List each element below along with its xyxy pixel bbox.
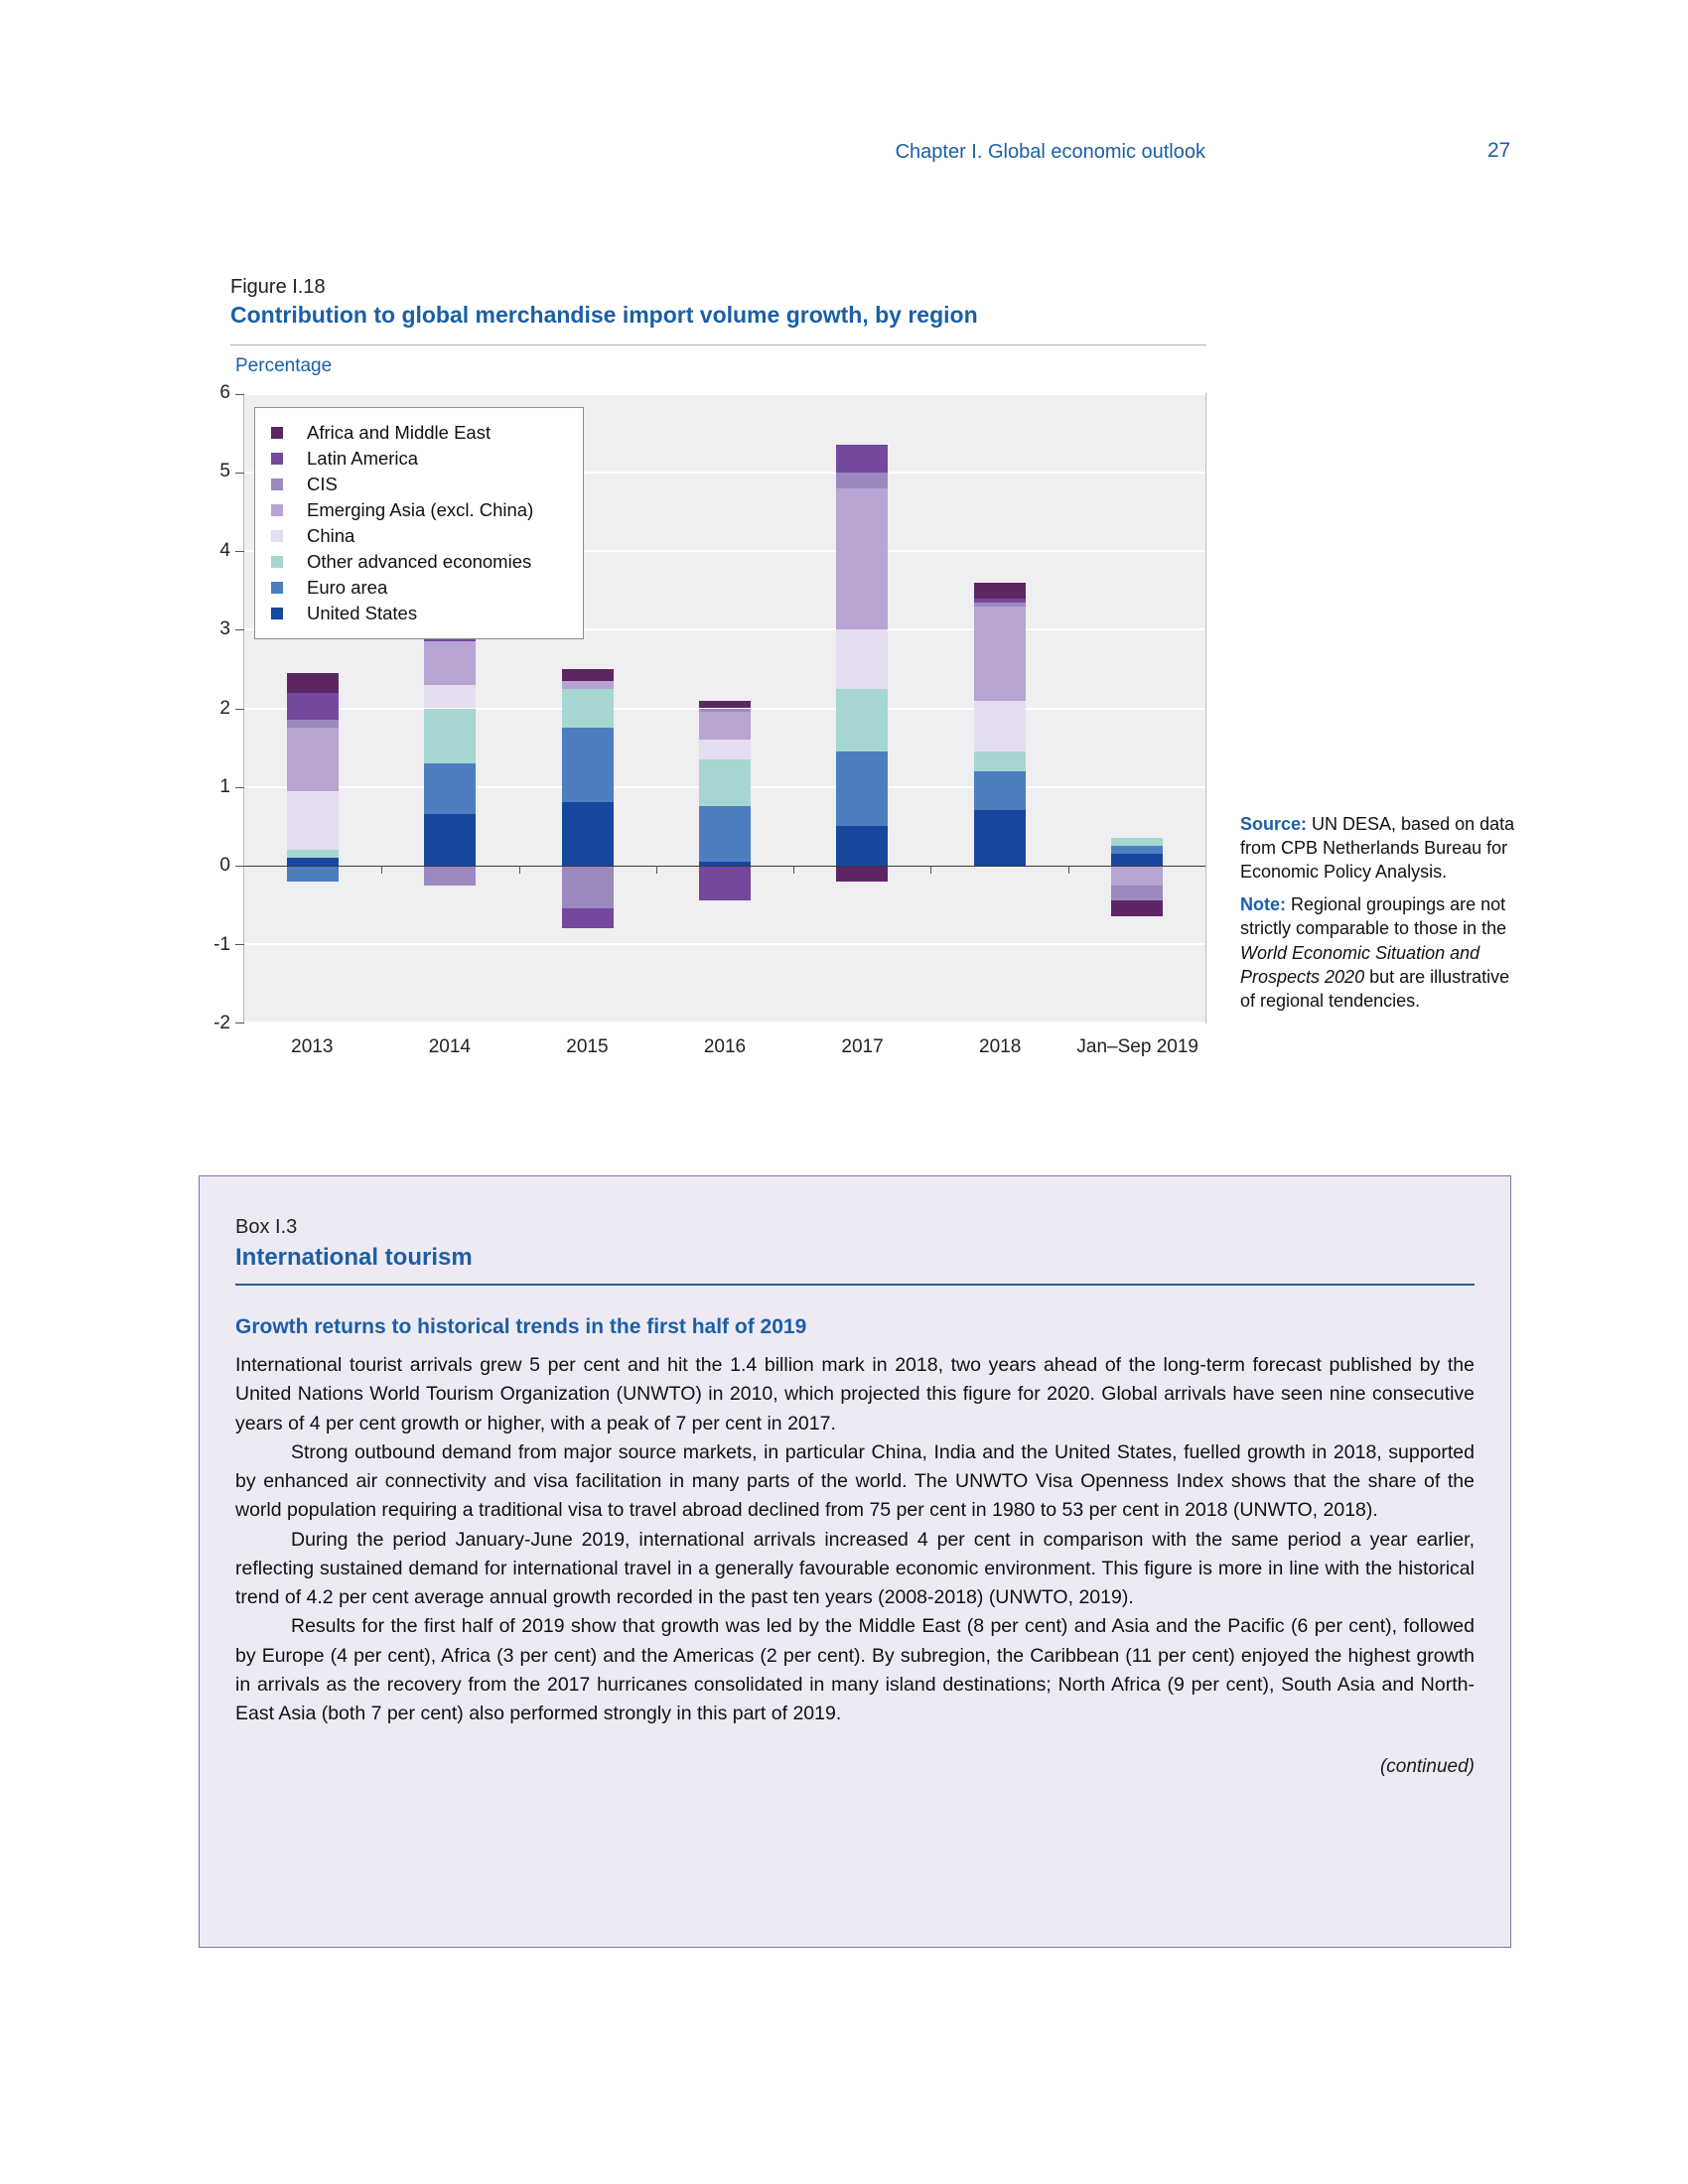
running-header: Chapter I. Global economic outlook [895,141,1205,163]
y-axis-label: 6 [219,382,230,403]
note-italic-title: World Economic Situation and Prospects 2020 [1240,942,1480,987]
legend-item [271,420,567,446]
bar-segment [699,866,751,901]
figure-source-note [1240,812,1520,1013]
bar-segment [287,850,339,858]
y-tick [235,473,244,474]
figure-source [1240,812,1520,884]
legend-label: Africa and Middle East [307,422,492,443]
y-tick [235,394,244,395]
x-tick [381,866,382,874]
y-axis-label: -2 [213,1013,230,1033]
legend-swatch [271,582,283,594]
legend-item [271,575,567,601]
x-axis [243,1036,1206,1066]
y-axis [149,382,230,1033]
y-tick [235,866,244,867]
bar-segment [424,866,476,886]
bar-segment [699,806,751,861]
stacked-bar-chart [243,393,1206,1024]
source-text: UN DESA, based on data from CPB Netherlands Bureau for Economic Policy Analysis. [1240,814,1515,883]
bar-segment [699,740,751,759]
legend-label: Emerging Asia (excl. China) [307,499,534,520]
legend-item [271,446,567,472]
legend-item [271,472,567,497]
legend-item [271,549,567,575]
bar-segment [974,701,1026,751]
legend-swatch [271,556,283,568]
y-axis-label: 3 [219,618,230,640]
note-label: Note: [1240,894,1286,915]
bar-segment [562,669,614,681]
box-paragraph: Strong outbound demand from major source markets, in particular China, India and the United States, fuelled growth in 2018, supported by enhanced air connectivity and visa facilitation in many parts of the world. The UNWTO Visa Openness Index shows that the share of the world population requiring a traditional visa to travel abroad declined from 75 per cent in 1980 to 53 per cent in 2018 (UNWTO, 2018). [235,1440,1475,1522]
bar-segment [562,908,614,928]
x-tick [519,866,520,874]
x-axis-label: 2016 [703,1036,747,1057]
bar-segment [974,599,1026,603]
bar-segment [836,488,888,629]
bar-segment [836,751,888,826]
bar-segment [562,728,614,802]
legend-swatch [271,504,283,516]
y-axis-label: 4 [219,539,230,561]
legend-item [271,497,567,523]
box-label: Box I.3 [235,1216,298,1238]
box-international-tourism [199,1175,1511,1948]
bar-segment [287,728,339,790]
chart-legend [254,407,584,639]
bar-segment [974,771,1026,811]
box-title: International tourism [235,1244,473,1271]
box-paragraph: Results for the first half of 2019 show that growth was led by the Middle East (8 per cent) and Asia and the Pacific (6 per cent), followed by Europe (4 per cent), Africa (3 per cent) and the Americas (2 per cent). By subregion, the Caribbean (11 per cent) enjoyed the highest growth in arrivals as the recovery from the 2017 hurricanes consolidated in many island destinations; North Africa (9 per cent), South Asia and North-East Asia (both 7 per cent) also performed strongly in this part of 2019. [235,1615,1475,1724]
bar-segment [699,712,751,740]
bar-segment [1111,854,1163,866]
y-tick [235,551,244,552]
x-axis-label: Jan–Sep 2019 [1076,1036,1198,1057]
bar-segment [974,583,1026,599]
bar-segment [424,641,476,685]
zero-axis-line [244,866,1205,867]
legend-label: Latin America [307,448,419,469]
y-axis-label: 0 [219,855,230,877]
x-tick [930,866,931,874]
legend-swatch [271,453,283,465]
figure-title-rule [230,344,1206,345]
bar-segment [1111,846,1163,854]
legend-label: CIS [307,474,338,494]
x-axis-label: 2014 [428,1036,471,1057]
bar-segment [836,445,888,473]
bar-segment [974,751,1026,771]
y-axis-unit-label: Percentage [235,355,333,376]
bar-segment [836,826,888,866]
box-paragraph: International tourist arrivals grew 5 per cent and hit the 1.4 billion mark in 2018, two years ahead of the long-term forecast published by the United Nations World Tourism Organization (UNWTO) in 2010, which projected this figure for 2020. Global arrivals have seen nine consecutive years of 4 per cent growth or higher, with a peak of 7 per cent in 2017. [235,1354,1475,1434]
y-axis-label: -1 [213,933,230,955]
bar-segment [424,685,476,709]
bar-segment [699,759,751,806]
bar-segment [287,791,339,850]
bar-segment [699,709,751,713]
bar-segment [1111,866,1163,886]
continued-marker: (continued) [1379,1756,1475,1778]
bar-segment [1111,886,1163,901]
x-axis-label: 2018 [979,1036,1022,1057]
y-tick [235,787,244,788]
legend-label: United States [307,603,418,623]
y-axis-label: 2 [219,697,230,719]
page-number: 27 [1487,139,1511,162]
legend-swatch [271,427,283,439]
legend-swatch [271,530,283,542]
bar-segment [287,673,339,693]
y-tick [235,709,244,710]
bar-segment [287,858,339,866]
bar-segment [836,473,888,488]
legend-swatch [271,608,283,619]
legend-swatch [271,478,283,490]
bar-segment [974,607,1026,701]
y-axis-label: 1 [219,775,230,797]
bar-segment [836,689,888,751]
note-text-1: Regional groupings are not strictly comparable to those in the [1240,894,1507,939]
bar-segment [562,681,614,689]
bar-segment [424,763,476,814]
legend-item [271,523,567,549]
bar-segment [1111,838,1163,846]
x-tick [656,866,657,874]
x-axis-label: 2017 [841,1036,884,1057]
legend-label: Other advanced economies [307,551,532,572]
bar-segment [699,701,751,709]
y-tick [235,1023,244,1024]
legend-label: Euro area [307,577,388,598]
y-tick [235,629,244,630]
x-axis-label: 2013 [291,1036,334,1057]
gridline [244,393,1205,395]
source-label: Source: [1240,814,1308,834]
bar-segment [287,693,339,721]
gridline [244,1022,1205,1024]
bar-segment [424,814,476,865]
bar-segment [287,866,339,882]
bar-segment [1111,900,1163,916]
y-axis-label: 5 [219,461,230,482]
figure-note [1240,892,1520,1013]
note-text-2: but are illustrative of regional tendencies. [1240,966,1510,1011]
bar-segment [974,810,1026,865]
box-title-rule [235,1284,1475,1286]
bar-segment [424,709,476,763]
bar-segment [836,866,888,882]
box-paragraph: During the period January-June 2019, international arrivals increased 4 per cent in comparison with the same period a year earlier, reflecting sustained demand for international travel in a generally favourable economic environment. This figure is more in line with the historical trend of 4.2 per cent average annual growth recorded in the past ten years (2008-2018) (UNWTO, 2019). [235,1528,1475,1608]
legend-label: China [307,525,355,546]
bar-segment [562,689,614,729]
figure-title: Contribution to global merchandise import volume growth, by region [230,302,978,328]
bar-segment [287,720,339,728]
bar-segment [836,629,888,688]
x-tick [793,866,794,874]
y-tick [235,944,244,945]
box-subheading: Growth returns to historical trends in the first half of 2019 [235,1315,807,1338]
x-axis-label: 2015 [566,1036,609,1057]
legend-item [271,601,567,626]
figure-label: Figure I.18 [230,276,326,298]
bar-segment [562,866,614,909]
x-tick [1068,866,1069,874]
bar-segment [974,603,1026,607]
bar-segment [562,802,614,865]
gridline [244,943,1205,945]
